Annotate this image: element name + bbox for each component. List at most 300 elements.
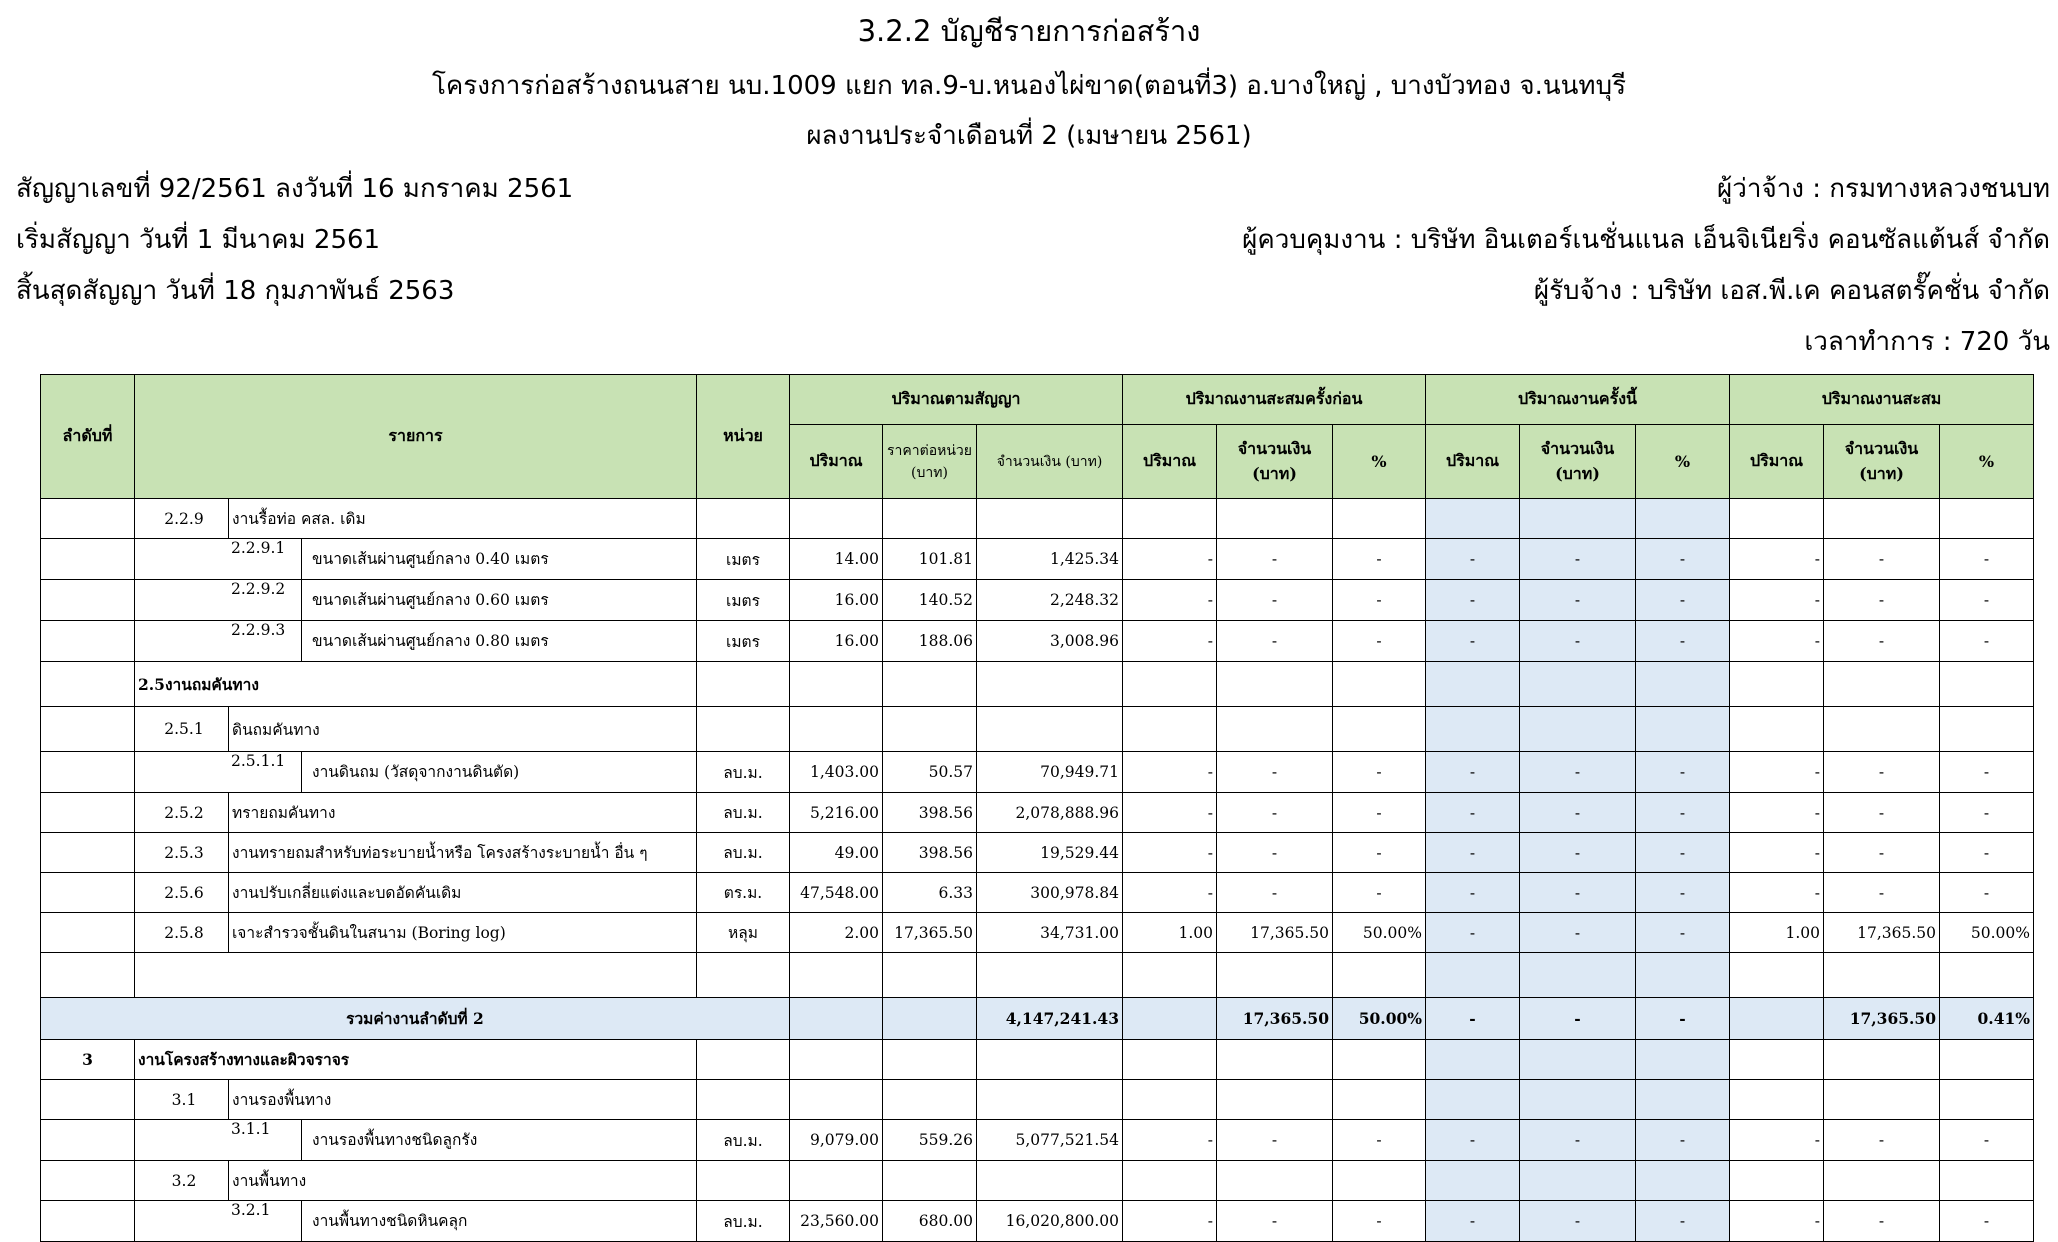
row-pa: - [1217, 539, 1333, 580]
row-code: 2.2.9 [135, 499, 229, 539]
row-qty: 2.00 [790, 913, 883, 953]
row-pa [1217, 499, 1333, 539]
row-sq: - [1730, 621, 1824, 662]
row-cq [1426, 953, 1520, 998]
header-prev-pct: % [1333, 425, 1426, 499]
row-pa: - [1217, 1201, 1333, 1242]
row-sa: - [1824, 1201, 1940, 1242]
row-code-name [135, 621, 697, 662]
row-cp: - [1636, 539, 1730, 580]
row-unit [697, 707, 790, 752]
row-pp [1333, 1040, 1426, 1080]
row-pp: 50.00% [1333, 913, 1426, 953]
row-pp: - [1333, 833, 1426, 873]
row-sp [1940, 707, 2034, 752]
header-qty: ปริมาณ [790, 425, 883, 499]
row-pa [1217, 1080, 1333, 1120]
row-cp: - [1636, 621, 1730, 662]
row-amount: 19,529.44 [977, 833, 1123, 873]
row-price [883, 1161, 977, 1201]
row-price: 17,365.50 [883, 913, 977, 953]
row-code: 2.5.3 [135, 833, 229, 873]
row-ca: - [1520, 539, 1636, 580]
row-cp [1636, 1040, 1730, 1080]
row-cp: - [1636, 873, 1730, 913]
row-sa: - [1824, 580, 1940, 621]
row-qty [790, 953, 883, 998]
row-sp: - [1940, 1201, 2034, 1242]
working-duration: เวลาทำการ : 720 วัน [1804, 327, 2050, 357]
row-ca: - [1520, 752, 1636, 793]
row-item-name: งานโครงสร้างทางและผิวจราจร [135, 1040, 697, 1080]
subtotal-cur-qty: - [1426, 998, 1520, 1040]
table-row [41, 1040, 2034, 1080]
row-item-name: งานทรายถมสำหรับท่อระบายน้ำหรือ โครงสร้างระบายน้ำ อื่น ๆ [229, 833, 697, 873]
row-item-name: 2.5งานถมคันทาง [135, 662, 697, 707]
row-amount: 2,248.32 [977, 580, 1123, 621]
row-pq: - [1123, 580, 1217, 621]
row-item-name: ดินถมคันทาง [229, 707, 697, 752]
row-sq: - [1730, 1120, 1824, 1161]
row-sa [1824, 707, 1940, 752]
row-code: 2.5.6 [135, 873, 229, 913]
row-unit: หลุม [697, 913, 790, 953]
table-row [41, 953, 2034, 998]
subtotal-cum-pct: 0.41% [1940, 998, 2034, 1040]
row-price: 6.33 [883, 873, 977, 913]
row-no [41, 662, 135, 707]
row-sa: - [1824, 873, 1940, 913]
row-sq: - [1730, 873, 1824, 913]
row-pa [1217, 707, 1333, 752]
row-cp [1636, 707, 1730, 752]
construction-items-table [40, 374, 2034, 1242]
row-item-name: งานรื้อท่อ คสล. เดิม [229, 499, 697, 539]
row-sa: - [1824, 833, 1940, 873]
row-amount [977, 1161, 1123, 1201]
row-code: 3.2 [135, 1161, 229, 1201]
row-ca [1520, 662, 1636, 707]
header-amount: จำนวนเงิน (บาท) [977, 425, 1123, 499]
row-cp [1636, 1161, 1730, 1201]
row-cp [1636, 1080, 1730, 1120]
table-row [41, 662, 2034, 707]
row-pq: - [1123, 621, 1217, 662]
row-price [883, 662, 977, 707]
row-amount [977, 953, 1123, 998]
row-no [41, 953, 135, 998]
row-unit: ลบ.ม. [697, 793, 790, 833]
row-pp: - [1333, 580, 1426, 621]
row-price [883, 1080, 977, 1120]
row-pq [1123, 662, 1217, 707]
row-price: 50.57 [883, 752, 977, 793]
row-pq [1123, 1040, 1217, 1080]
row-cq: - [1426, 539, 1520, 580]
row-pq: - [1123, 1201, 1217, 1242]
row-ca: - [1520, 1201, 1636, 1242]
row-pp: - [1333, 539, 1426, 580]
row-item-name: ขนาดเส้นผ่านศูนย์กลาง 0.40 เมตร [301, 539, 549, 579]
row-price: 188.06 [883, 621, 977, 662]
row-item-name: งานรองพื้นทางชนิดลูกรัง [301, 1120, 477, 1160]
row-price: 680.00 [883, 1201, 977, 1242]
row-cq [1426, 1040, 1520, 1080]
row-pq [1123, 1161, 1217, 1201]
header-group-contract: ปริมาณตามสัญญา [790, 375, 1123, 425]
row-code-name [135, 539, 697, 580]
row-sp [1940, 499, 2034, 539]
row-sp: 50.00% [1940, 913, 2034, 953]
row-pq [1123, 1080, 1217, 1120]
header-cur-qty: ปริมาณ [1426, 425, 1520, 499]
row-pq: - [1123, 539, 1217, 580]
row-unit: ลบ.ม. [697, 1120, 790, 1161]
row-unit: เมตร [697, 580, 790, 621]
row-sa: - [1824, 539, 1940, 580]
row-no [41, 913, 135, 953]
contractor: ผู้รับจ้าง : บริษัท เอส.พี.เค คอนสตรั๊คชั่น จำกัด [1533, 276, 2050, 306]
table-row [41, 873, 2034, 913]
row-no [41, 1201, 135, 1242]
document-title: 3.2.2 บัญชีรายการก่อสร้าง [857, 14, 1201, 48]
header-prev-amount: จำนวนเงิน (บาท) [1217, 425, 1333, 499]
row-sa [1824, 953, 1940, 998]
table-row [41, 793, 2034, 833]
row-sp: - [1940, 873, 2034, 913]
row-unit [697, 1040, 790, 1080]
row-amount: 1,425.34 [977, 539, 1123, 580]
row-sq: - [1730, 752, 1824, 793]
row-no [41, 833, 135, 873]
row-qty: 14.00 [790, 539, 883, 580]
row-cp: - [1636, 752, 1730, 793]
header-cum-qty: ปริมาณ [1730, 425, 1824, 499]
row-sq: - [1730, 1201, 1824, 1242]
row-sp [1940, 1161, 2034, 1201]
row-qty: 23,560.00 [790, 1201, 883, 1242]
header-group-cumulative: ปริมาณงานสะสม [1730, 375, 2034, 425]
row-amount: 34,731.00 [977, 913, 1123, 953]
supervisor: ผู้ควบคุมงาน : บริษัท อินเตอร์เนชั่นแนล เอ็นจิเนียริ่ง คอนซัลแต้นส์ จำกัด [1242, 225, 2050, 255]
row-cq [1426, 1080, 1520, 1120]
row-cp: - [1636, 833, 1730, 873]
row-sq [1730, 953, 1824, 998]
row-amount [977, 662, 1123, 707]
row-cp: - [1636, 580, 1730, 621]
row-pa: 17,365.50 [1217, 913, 1333, 953]
row-sq [1730, 1161, 1824, 1201]
row-ca [1520, 953, 1636, 998]
header-cum-amount: จำนวนเงิน (บาท) [1824, 425, 1940, 499]
table-row [41, 913, 2034, 953]
row-qty: 5,216.00 [790, 793, 883, 833]
subtotal-cur-amount: - [1520, 998, 1636, 1040]
subtotal-amount: 4,147,241.43 [977, 998, 1123, 1040]
subtotal-label: รวมค่างานลำดับที่ 2 [41, 998, 790, 1040]
row-no [41, 580, 135, 621]
row-pp: - [1333, 621, 1426, 662]
row-amount [977, 707, 1123, 752]
header-cum-pct: % [1940, 425, 2034, 499]
row-pa [1217, 1161, 1333, 1201]
row-sa [1824, 1040, 1940, 1080]
row-unit: ลบ.ม. [697, 752, 790, 793]
row-sa: - [1824, 752, 1940, 793]
row-item-name: งานดินถม (วัสดุจากงานดินตัด) [301, 752, 519, 792]
header-no: ลำดับที่ [41, 375, 135, 499]
row-pq: - [1123, 833, 1217, 873]
row-unit: ลบ.ม. [697, 1201, 790, 1242]
row-qty: 16.00 [790, 580, 883, 621]
row-amount: 70,949.71 [977, 752, 1123, 793]
row-qty [790, 1080, 883, 1120]
row-sa: - [1824, 1120, 1940, 1161]
row-sp [1940, 953, 2034, 998]
row-qty [790, 707, 883, 752]
table-row [41, 833, 2034, 873]
row-code: 2.5.8 [135, 913, 229, 953]
row-code: 3.1 [135, 1080, 229, 1120]
header-cur-pct: % [1636, 425, 1730, 499]
row-code: 3.1.1 [231, 1120, 271, 1138]
row-amount [977, 1040, 1123, 1080]
row-amount: 3,008.96 [977, 621, 1123, 662]
row-sp: - [1940, 621, 2034, 662]
row-price: 140.52 [883, 580, 977, 621]
row-pq [1123, 953, 1217, 998]
row-unit [697, 499, 790, 539]
row-pp [1333, 707, 1426, 752]
row-ca [1520, 499, 1636, 539]
row-cq [1426, 662, 1520, 707]
row-pp: - [1333, 1201, 1426, 1242]
row-item-name: ขนาดเส้นผ่านศูนย์กลาง 0.60 เมตร [301, 580, 549, 620]
row-code: 2.5.1.1 [231, 752, 286, 770]
row-code: 3.2.1 [231, 1201, 271, 1219]
row-cq: - [1426, 833, 1520, 873]
row-cq: - [1426, 1201, 1520, 1242]
table-row [41, 499, 2034, 539]
row-ca: - [1520, 621, 1636, 662]
row-cp [1636, 953, 1730, 998]
row-sq [1730, 662, 1824, 707]
row-sa: 17,365.50 [1824, 913, 1940, 953]
row-code-name [135, 1120, 697, 1161]
row-sp: - [1940, 793, 2034, 833]
row-ca: - [1520, 913, 1636, 953]
row-pq: - [1123, 1120, 1217, 1161]
row-pa: - [1217, 621, 1333, 662]
header-prev-qty: ปริมาณ [1123, 425, 1217, 499]
row-pp: - [1333, 752, 1426, 793]
row-ca: - [1520, 833, 1636, 873]
table-row [41, 1201, 2034, 1242]
row-code-name [135, 1201, 697, 1242]
row-unit [697, 953, 790, 998]
row-no: 3 [41, 1040, 135, 1080]
row-sp: - [1940, 580, 2034, 621]
row-cq [1426, 1161, 1520, 1201]
row-sp [1940, 1080, 2034, 1120]
row-sq: 1.00 [1730, 913, 1824, 953]
row-pa: - [1217, 1120, 1333, 1161]
row-unit [697, 1080, 790, 1120]
row-sa [1824, 1080, 1940, 1120]
table-row [41, 752, 2034, 793]
row-sp [1940, 662, 2034, 707]
row-pq: - [1123, 793, 1217, 833]
row-cp [1636, 499, 1730, 539]
row-cq [1426, 499, 1520, 539]
subtotal-row [41, 998, 2034, 1040]
row-sp: - [1940, 752, 2034, 793]
row-item-name [135, 953, 697, 998]
row-pp [1333, 1161, 1426, 1201]
contract-end: สิ้นสุดสัญญา วันที่ 18 กุมภาพันธ์ 2563 [16, 276, 455, 306]
row-sa: - [1824, 793, 1940, 833]
row-no [41, 707, 135, 752]
row-ca [1520, 1161, 1636, 1201]
row-sp: - [1940, 833, 2034, 873]
row-cp: - [1636, 1201, 1730, 1242]
header-unit-price: ราคาต่อหน่วย (บาท) [883, 425, 977, 499]
row-no [41, 621, 135, 662]
row-pp [1333, 953, 1426, 998]
contract-number: สัญญาเลขที่ 92/2561 ลงวันที่ 16 มกราคม 2561 [16, 174, 574, 204]
row-sq [1730, 1080, 1824, 1120]
row-unit [697, 1161, 790, 1201]
row-cp [1636, 662, 1730, 707]
row-price [883, 1040, 977, 1080]
row-pp [1333, 1080, 1426, 1120]
row-item-name: งานพื้นทาง [229, 1161, 697, 1201]
subtotal-prev-amount: 17,365.50 [1217, 998, 1333, 1040]
row-sp [1940, 1040, 2034, 1080]
row-item-name: งานพื้นทางชนิดหินคลุก [301, 1201, 467, 1241]
row-ca: - [1520, 873, 1636, 913]
row-unit [697, 662, 790, 707]
row-cq: - [1426, 580, 1520, 621]
row-ca [1520, 1040, 1636, 1080]
row-cp: - [1636, 1120, 1730, 1161]
row-cq: - [1426, 752, 1520, 793]
row-price: 398.56 [883, 793, 977, 833]
row-amount: 300,978.84 [977, 873, 1123, 913]
row-code: 2.5.1 [135, 707, 229, 752]
row-cq: - [1426, 621, 1520, 662]
row-pp: - [1333, 1120, 1426, 1161]
row-cp: - [1636, 793, 1730, 833]
row-pa: - [1217, 833, 1333, 873]
table-row [41, 1120, 2034, 1161]
row-qty [790, 499, 883, 539]
row-qty [790, 1161, 883, 1201]
table-row [41, 539, 2034, 580]
header-cur-amount: จำนวนเงิน (บาท) [1520, 425, 1636, 499]
row-qty [790, 662, 883, 707]
row-amount: 2,078,888.96 [977, 793, 1123, 833]
row-no [41, 1120, 135, 1161]
row-sp: - [1940, 539, 2034, 580]
row-ca: - [1520, 793, 1636, 833]
row-sa: - [1824, 621, 1940, 662]
row-price: 559.26 [883, 1120, 977, 1161]
row-qty [790, 1040, 883, 1080]
row-no [41, 752, 135, 793]
row-amount: 5,077,521.54 [977, 1120, 1123, 1161]
header-unit: หน่วย [697, 375, 790, 499]
row-code: 2.2.9.3 [231, 621, 286, 639]
row-pa [1217, 662, 1333, 707]
row-sq [1730, 707, 1824, 752]
row-code-name [135, 752, 697, 793]
row-unit: เมตร [697, 539, 790, 580]
row-sa [1824, 499, 1940, 539]
row-price [883, 499, 977, 539]
row-sq [1730, 1040, 1824, 1080]
row-cq: - [1426, 873, 1520, 913]
row-ca: - [1520, 1120, 1636, 1161]
row-pp [1333, 499, 1426, 539]
row-cq [1426, 707, 1520, 752]
row-no [41, 793, 135, 833]
row-sq: - [1730, 833, 1824, 873]
report-period: ผลงานประจำเดือนที่ 2 (เมษายน 2561) [806, 121, 1252, 151]
row-sq: - [1730, 580, 1824, 621]
row-sq [1730, 499, 1824, 539]
row-sp: - [1940, 1120, 2034, 1161]
project-name: โครงการก่อสร้างถนนสาย นบ.1009 แยก ทล.9-บ.หนองไผ่ขาด(ตอนที่3) อ.บางใหญ่ , บางบัวทอง จ.นนทบุรี [431, 71, 1627, 101]
row-item-name: งานรองพื้นทาง [229, 1080, 697, 1120]
row-code-name [135, 580, 697, 621]
row-ca: - [1520, 580, 1636, 621]
row-pq [1123, 499, 1217, 539]
row-qty: 16.00 [790, 621, 883, 662]
row-price: 101.81 [883, 539, 977, 580]
row-sa [1824, 662, 1940, 707]
row-ca [1520, 1080, 1636, 1120]
row-no [41, 539, 135, 580]
row-pa: - [1217, 793, 1333, 833]
row-cq: - [1426, 793, 1520, 833]
row-ca [1520, 707, 1636, 752]
row-code: 2.2.9.2 [231, 580, 286, 598]
row-qty: 9,079.00 [790, 1120, 883, 1161]
row-pq: - [1123, 752, 1217, 793]
subtotal-cur-pct: - [1636, 998, 1730, 1040]
row-sa [1824, 1161, 1940, 1201]
row-pa: - [1217, 580, 1333, 621]
row-pp: - [1333, 873, 1426, 913]
row-cq: - [1426, 1120, 1520, 1161]
row-no [41, 1080, 135, 1120]
row-pa: - [1217, 752, 1333, 793]
row-pq: 1.00 [1123, 913, 1217, 953]
row-price [883, 707, 977, 752]
row-price [883, 953, 977, 998]
row-unit: ลบ.ม. [697, 833, 790, 873]
row-unit: ตร.ม. [697, 873, 790, 913]
row-qty: 1,403.00 [790, 752, 883, 793]
row-pq [1123, 707, 1217, 752]
row-cp: - [1636, 913, 1730, 953]
row-amount: 16,020,800.00 [977, 1201, 1123, 1242]
employer: ผู้ว่าจ้าง : กรมทางหลวงชนบท [1717, 174, 2050, 204]
row-pq: - [1123, 873, 1217, 913]
row-item-name: ขนาดเส้นผ่านศูนย์กลาง 0.80 เมตร [301, 621, 549, 661]
header-group-previous: ปริมาณงานสะสมครั้งก่อน [1123, 375, 1426, 425]
